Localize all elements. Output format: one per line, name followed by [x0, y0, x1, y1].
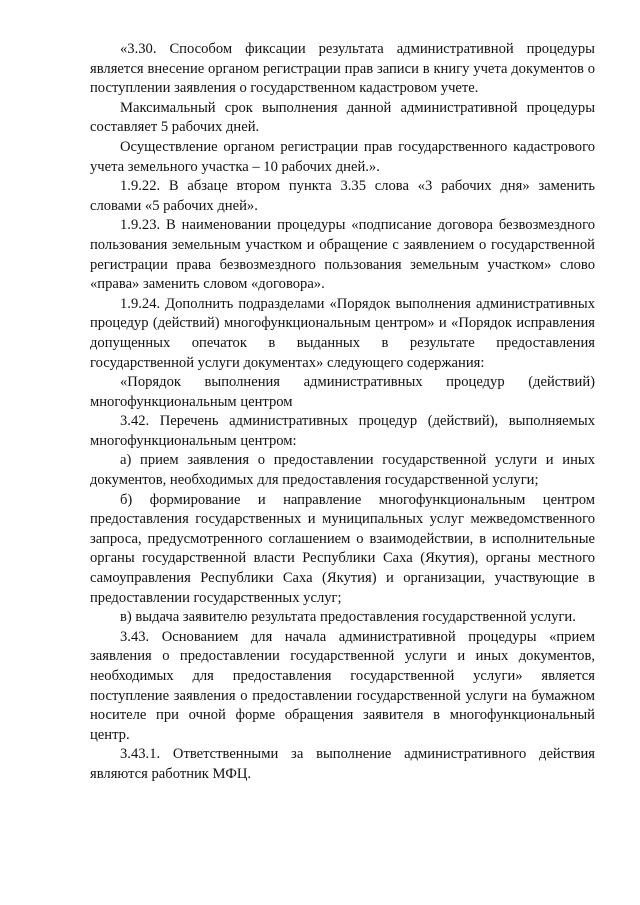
- paragraph-1-9-23: 1.9.23. В наименовании процедуры «подписание договора безвозмездного пользования земельным участком и обращение с заявлением о государственной регистрации права безвозмездного пользования земельным участком» слово «права» заменить словом «договора».: [90, 217, 595, 293]
- paragraph-max-term: Максимальный срок выполнения данной административной процедуры составляет 5 рабочих дней.: [90, 99, 595, 136]
- paragraph-1-9-22: 1.9.22. В абзаце втором пункта 3.35 слова «3 рабочих дня» заменить словами «5 рабочих дней».: [90, 178, 595, 214]
- paragraph-cadastral-term: Осуществление органом регистрации прав государственного кадастрового учета земельного участка – 10 рабочих дней.».: [90, 138, 595, 175]
- paragraph-item-a: а) прием заявления о предоставлении государственной услуги и иных документов, необходимых для предоставления государственной услуги;: [90, 452, 595, 489]
- paragraph-subsection-title: «Порядок выполнения административных процедур (действий) многофункциональным центром: [90, 374, 595, 410]
- paragraph-3-43: 3.43. Основанием для начала административной процедуры «прием заявления о предоставлении государственной услуги и иных документов, необходимых для предоставления государственной услуги» является поступление заявления о предоставлении государственной услуги на бумажном носителе при очной форме обращения заявителя в многофункциональный центр.: [90, 628, 595, 743]
- paragraph-3-43-1: 3.43.1. Ответственными за выполнение административного действия являются работник МФЦ.: [90, 746, 595, 782]
- paragraph-item-v: в) выдача заявителю результата предоставления государственной услуги.: [120, 609, 576, 626]
- paragraph-3-30: «3.30. Способом фиксации результата административной процедуры является внесение органом регистрации прав записи в книгу учета документов о поступлении заявления о государственном кадастровом учете.: [90, 41, 595, 97]
- document-body: [90, 40, 595, 785]
- paragraph-1-9-24: 1.9.24. Дополнить подразделами «Порядок выполнения административных процедур (действий) многофункциональным центром» и «Порядок исправления допущенных опечаток в выданных в результате предоставления государственной услуги документах» следующего содержания:: [90, 295, 595, 371]
- paragraph-item-b: б) формирование и направление многофункциональным центром предоставления государственных и муниципальных услуг межведомственного запроса, предусмотренного соглашением о взаимодействии, в исполнительные органы государственной власти Республики Саха (Якутия), органы местного самоуправления Республики Саха (Якутия) и организации, участвующие в предоставлении государственных услуг;: [90, 491, 595, 606]
- paragraph-3-42: 3.42. Перечень административных процедур (действий), выполняемых многофункциональным центром:: [90, 413, 595, 449]
